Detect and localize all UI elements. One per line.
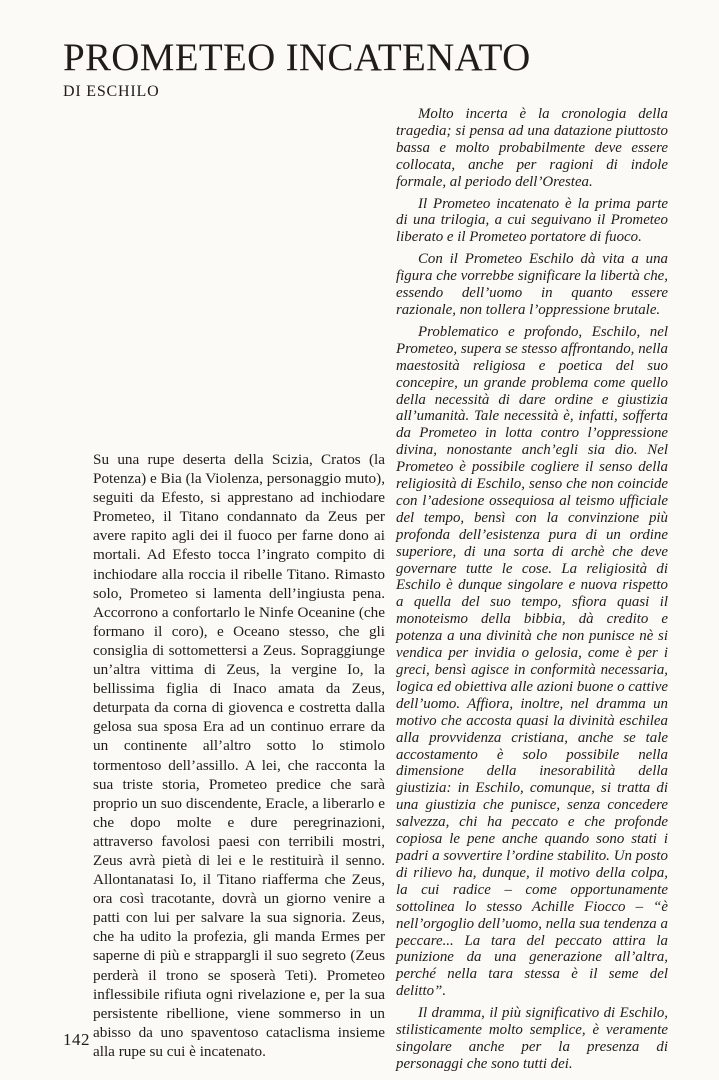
commentary-paragraph: Problematico e profondo, Eschilo, nel Prometeo, supera se stesso affrontando, nella maestosità religiosa e poetica del suo concepire, un grande problema come quello della necessità di dare ordine e giustizia all’umanità. Tale necessità è, infatti, sofferta da Prometeo in lotta contro l’oppressione divina, nonostante anch’egli sia dio. Nel Prometeo è possibile cogliere il senso della religiosità di Eschilo, senso che non coincide con l’adesione ossequiosa al teismo ufficiale del tempo, bensì con la convinzione più profonda dell’esistenza pura di un ordine superiore, di una sorta di archè che deve governare tutte le cose. La religiosità di Eschilo è dunque singolare e nuova rispetto a quella del suo tempo, sfiora quasi il monoteismo della bibbia, dà credito e potenza a una divinità che non punisce nè si vendica per invidia o gelosia, come è per i greci, bensì agisce in conformità necessaria, logica ed obiettiva alle azioni buone o cattive dell’uomo. Affiora, inoltre, nel dramma un motivo che accosta quasi la divinità eschilea alla provvidenza cristiana, anche se tale accostamento è solo possibile nella dimensione della inesorabilità della giustizia: in Eschilo, comunque, si tratta di una giustizia che punisce, senza concedere salvezza, chi ha peccato e che profonde copiosa le pene anche quando sono stati i padri a sovvertire l’ordine stabilito. Un posto di rilievo ha, dunque, il motivo della colpa, la cui radice – come opportunamente sottolinea lo stesso Achille Fiocco – “è nell’orgoglio dell’uomo, nella sua tendenza a peccare... La tara del peccato attira la punizione da una generazione all’altra, perché nella tara stessa è il seme del delitto”. (396, 323, 668, 1000)
page-title: PROMETEO INCATENATO (63, 36, 531, 79)
plot-summary-paragraph: Su una rupe deserta della Scizia, Cratos (la Potenza) e Bia (la Violenza, personaggio muto), seguiti da Efesto, si apprestano ad inchiodare Prometeo, il Titano condannato da Zeus per avere rapito agli dei il fuoco per farne dono ai mortali. Ad Efesto tocca l’ingrato compito di inchiodare alla roccia il ribelle Titano. Rimasto solo, Prometeo si lamenta dell’ingiusta pena. Accorrono a confortarlo le Ninfe Oceanine (che formano il coro), e Oceano stesso, che gli consiglia di sottomettersi a Zeus. Sopraggiunge un’altra vittima di Zeus, la vergine Io, la bellissima figlia di Inaco amata da Zeus, deturpata da corna di giovenca e costretta dalla gelosa sua sposa Era ad un continuo errare da un continente all’altro sotto lo stimolo tormentoso dell’assillo. A lei, che racconta la sua triste storia, Prometeo predice che sarà proprio un suo discendente, Eracle, a liberarlo e che dopo molte e dure peregrinazioni, attraverso favolosi paesi con terribili mostri, Zeus avrà pietà di lei e le restituirà il senno. Allontanatasi Io, il Titano riafferma che Zeus, ora così tracotante, dovrà un giorno venire a patti con lui per salvare la sua signoria. Zeus, che ha udito la profezia, gli manda Ermes per saperne di più e strappargli il suo segreto (Zeus perderà il trono se sposerà Teti). Prometeo inflessibile rifiuta ogni rivelazione e, per la sua persistente ribellione, viene sommerso in un abisso da uno spaventoso cataclisma insieme alla rupe su cui è incatenato. (93, 451, 385, 1060)
commentary-paragraph: Con il Prometeo Eschilo dà vita a una figura che vorrebbe significare la libertà che, essendo dell’uomo in quanto essere razionale, non tollera l’oppressione brutale. (396, 251, 668, 318)
commentary-paragraph: Il dramma, il più significativo di Eschilo, stilisticamente molto semplice, è veramente singolare anche per la presenza di personaggi che sono tutti dei. (396, 1005, 668, 1072)
plot-summary-column (93, 450, 385, 1061)
page-subtitle: DI ESCHILO (63, 83, 160, 100)
commentary-paragraph: Il Prometeo incatenato è la prima parte di una trilogia, a cui seguivano il Prometeo liberato e il Prometeo portatore di fuoco. (396, 195, 668, 246)
commentary-paragraph: Molto incerta è la cronologia della tragedia; si pensa ad una datazione piuttosto bassa e molto probabilmente deve essere collocata, anche per ragioni di indole formale, al periodo dell’Orestea. (396, 106, 668, 190)
page-number: 142 (63, 1030, 90, 1049)
commentary-column (396, 106, 668, 1073)
